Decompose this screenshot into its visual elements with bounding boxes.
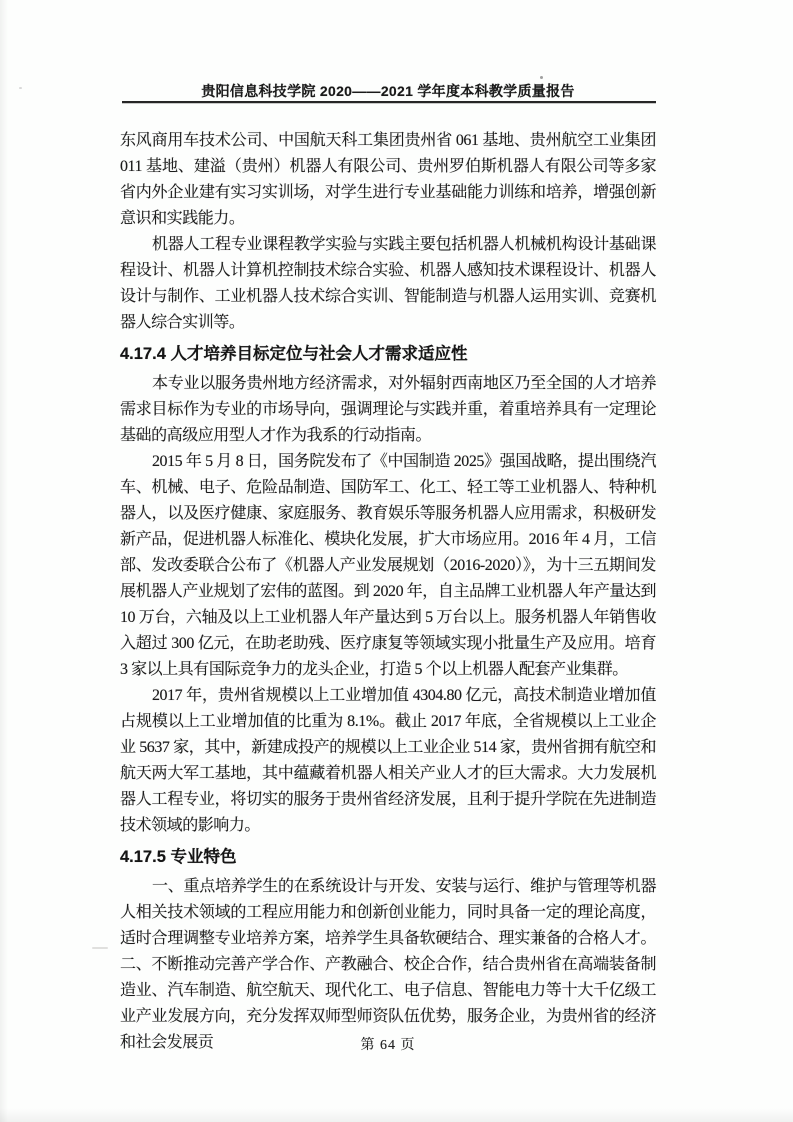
scan-edge-shadow-bottom xyxy=(0,1108,793,1122)
paragraph-china-manufacturing-2025: 2015 年 5 月 8 日，国务院发布了《中国制造 2025》强国战略，提出围绕汽车、机械、电子、危险品制造、国防军工、化工、轻工等工业机器人、特种机器人，以及医疗健康、家庭服务、教育娱乐等服务机器人应用需求，积极研发新产品，促进机器人标准化、模块化发展，扩大市场应用。2016 年 4 月，工信部、发改委联合公布了《机器人产业发展规划（2016-2020）》，为十三五期间发展机器人产业规划了宏伟的蓝图。到 2020 年，自主品牌工业机器人年产量达到 10 万台，六轴及以上工业机器人年产量达到 5 万台以上。服务机器人年销售收入超过 300 亿元，在助老助残、医疗康复等领域实现小批量生产及应用。培育 3 家以上具有国际竞争力的龙头企业，打造 5 个以上机器人配套产业集群。 xyxy=(120,453,656,678)
paragraph-training-bases: 东风商用车技术公司、中国航天科工集团贵州省 061 基地、贵州航空工业集团 011 基地、建溢（贵州）机器人有限公司、贵州罗伯斯机器人有限公司等多家省内外企业建有实习实训场，对学生进行专业基础能力训练和培养，增强创新意识和实践能力。 xyxy=(120,132,656,227)
scan-speck xyxy=(92,947,108,949)
paragraph-talent-orientation: 本专业以服务贵州地方经济需求，对外辐射西南地区乃至全国的人才培养需求目标作为专业的市场导向，强调理论与实践并重，着重培养具有一定理论基础的高级应用型人才作为我系的行动指南。 xyxy=(120,375,656,444)
report-header-title: 贵阳信息科技学院 2020——2021 学年度本科教学质量报告 xyxy=(201,83,575,99)
section-heading-4-17-4: 4.17.4 人才培养目标定位与社会人才需求适应性 xyxy=(120,345,468,363)
scan-speck xyxy=(19,87,22,89)
page-footer xyxy=(120,1034,656,1054)
paragraph-guizhou-industry-2017: 2017 年，贵州省规模以上工业增加值 4304.80 亿元，高技术制造业增加值占规模以上工业增加值的比重为 8.1%。截止 2017 年底，全省规模以上工业企业 5637 家，其中，新建成投产的规模以上工业企业 514 家，贵州省拥有航空和航天两大军工基地，其中蕴藏着机器人相关产业人才的巨大需求。大力发展机器人工程专业，将切实的服务于贵州省经济发展，且利于提升学院在先进制造技术领域的影响力。 xyxy=(120,687,656,834)
scan-edge-shadow-left xyxy=(0,0,8,1122)
paragraph-program-features: 一、重点培养学生的在系统设计与开发、安装与运行、维护与管理等机器人相关技术领域的工程应用能力和创新创业能力，同时具备一定的理论高度，适时合理调整专业培养方案，培养学生具备软硬结合、理实兼备的合格人才。二、不断推动完善产学合作、产教融合、校企合作，结合贵州省在高端装备制造业、汽车制造、航空航天、现代化工、电子信息、智能电力等十大千亿级工业产业发展方向，充分发挥双师型师资队伍优势，服务企业，为贵州省的经济和社会发展贡 xyxy=(120,878,656,1051)
header-divider-rule xyxy=(122,101,656,103)
scan-speck xyxy=(540,76,543,79)
document-body xyxy=(120,128,656,1056)
page-number: 第 64 页 xyxy=(360,1038,416,1053)
paragraph-course-experiments: 机器人工程专业课程教学实验与实践主要包括机器人机械机构设计基础课程设计、机器人计算机控制技术综合实验、机器人感知技术课程设计、机器人设计与制作、工业机器人技术综合实训、智能制造与机器人运用实训、竞赛机器人综合实训等。 xyxy=(120,236,656,331)
section-heading-4-17-5: 4.17.5 专业特色 xyxy=(120,848,237,866)
